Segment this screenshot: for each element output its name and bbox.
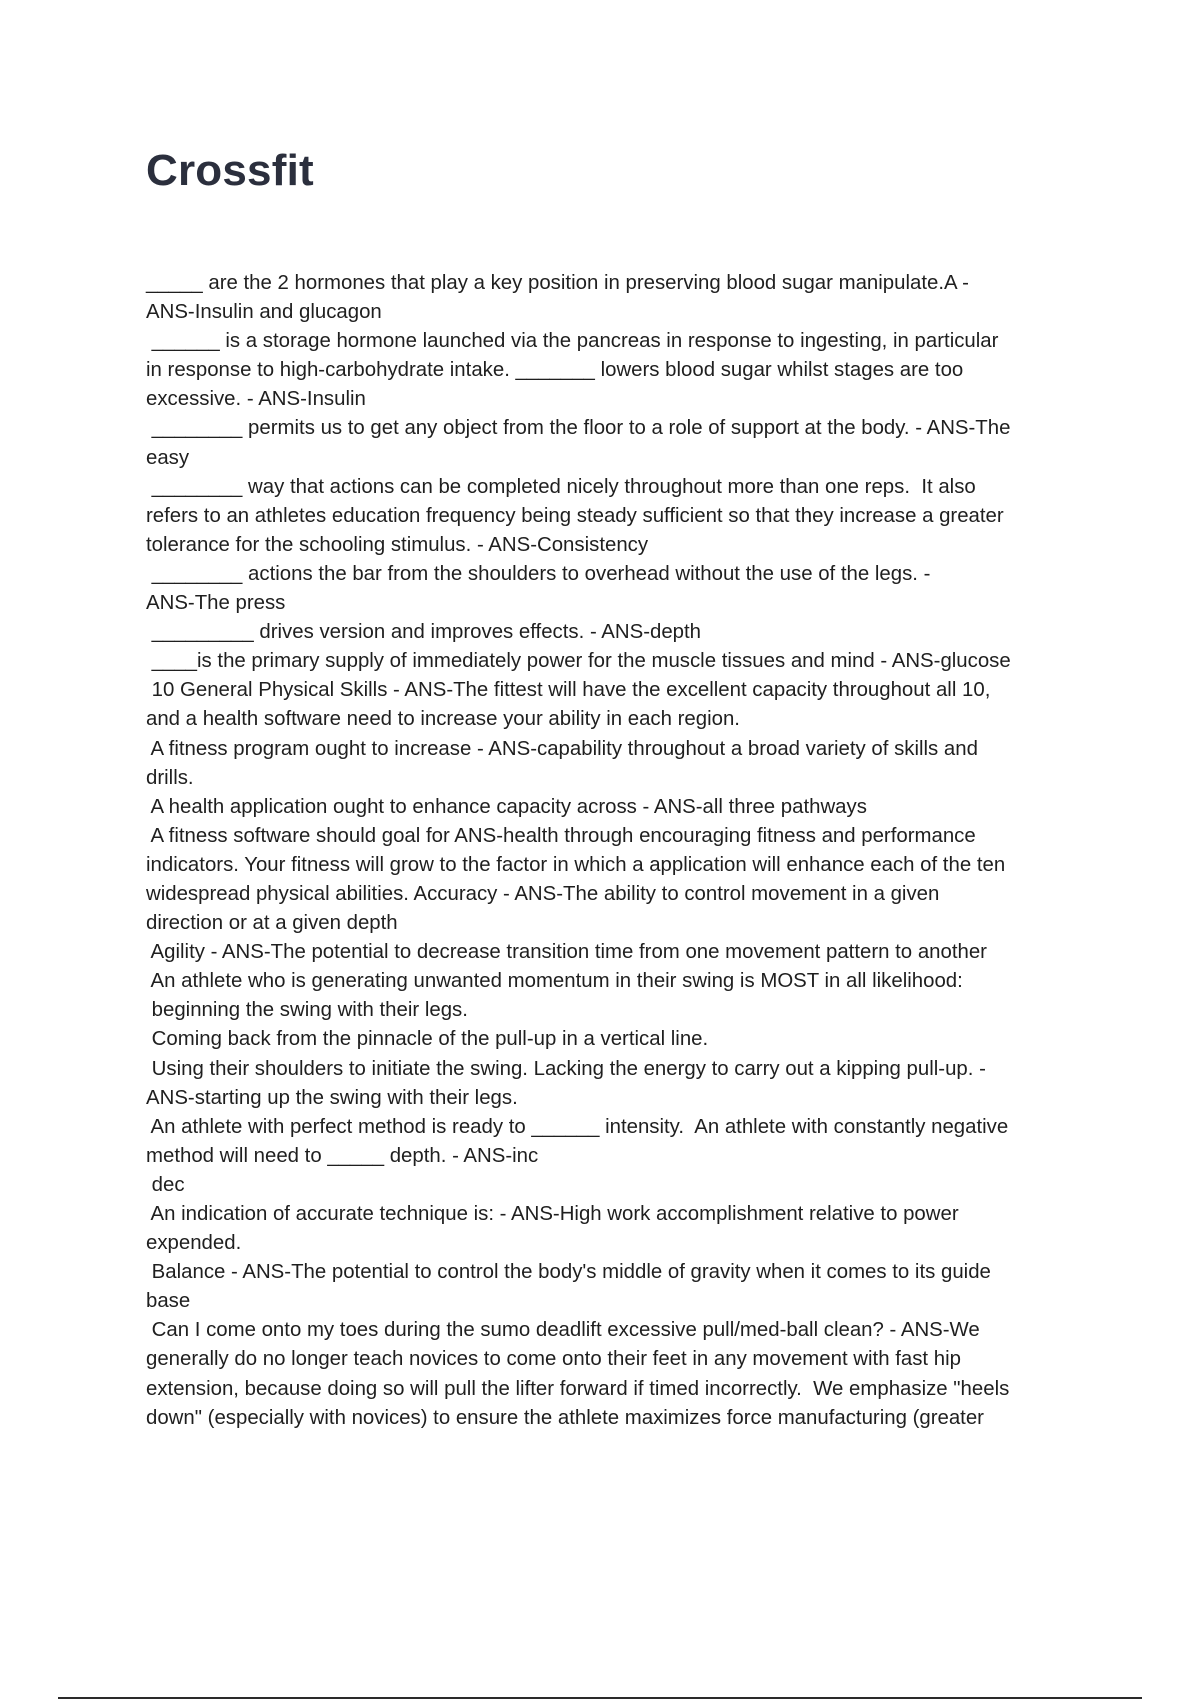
- text-line: ____is the primary supply of immediately power for the muscle tissues and mind - ANS-glucose: [146, 650, 1011, 673]
- text-line: _________ drives version and improves effects. - ANS-depth: [146, 621, 702, 644]
- text-line: A fitness program ought to increase - ANS-capability throughout a broad variety of skills and: [146, 737, 978, 760]
- text-line: easy: [146, 446, 190, 469]
- text-line: direction or at a given depth: [146, 912, 398, 935]
- text-line: refers to an athletes education frequency being steady sufficient so that they increase a greater: [146, 504, 1004, 527]
- text-line: indicators. Your fitness will grow to the factor in which a application will enhance each of the ten: [146, 853, 1006, 876]
- text-line: ______ is a storage hormone launched via the pancreas in response to ingesting, in particular: [146, 330, 999, 353]
- text-line: widespread physical abilities. Accuracy - ANS-The ability to control movement in a given: [146, 882, 940, 905]
- document-body: [146, 269, 1096, 1433]
- text-line: generally do no longer teach novices to come onto their feet in any movement with fast hip: [146, 1348, 961, 1371]
- text-line: Can I come onto my toes during the sumo deadlift excessive pull/med-ball clean? - ANS-We: [146, 1319, 980, 1342]
- text-line: _____ are the 2 hormones that play a key position in preserving blood sugar manipulate.A -: [146, 272, 969, 294]
- text-line: Agility - ANS-The potential to decrease transition time from one movement pattern to another: [146, 941, 987, 964]
- text-line: 10 General Physical Skills - ANS-The fittest will have the excellent capacity throughout all 10,: [146, 679, 991, 702]
- text-line: in response to high-carbohydrate intake. _______ lowers blood sugar whilst stages are too: [146, 359, 964, 382]
- text-line: ________ way that actions can be completed nicely throughout more than one reps. It also: [146, 475, 976, 498]
- text-line: dec: [146, 1173, 185, 1196]
- text-line: base: [146, 1290, 191, 1313]
- text-line: An athlete who is generating unwanted momentum in their swing is MOST in all likelihood:: [146, 970, 963, 993]
- text-line: An athlete with perfect method is ready to ______ intensity. An athlete with constantly negative: [146, 1115, 1009, 1138]
- text-line: ANS-starting up the swing with their legs.: [146, 1086, 518, 1109]
- text-line: down" (especially with novices) to ensure the athlete maximizes force manufacturing (greater: [146, 1406, 984, 1429]
- text-line: expended.: [146, 1232, 242, 1255]
- text-line: beginning the swing with their legs.: [146, 999, 468, 1022]
- text-line: ________ permits us to get any object from the floor to a role of support at the body. - ANS-The: [146, 417, 1011, 440]
- text-line: A fitness software should goal for ANS-health through encouraging fitness and performance: [146, 824, 976, 847]
- text-line: extension, because doing so will pull the lifter forward if timed incorrectly. We emphasize "heels: [146, 1377, 1010, 1400]
- text-line: Coming back from the pinnacle of the pull-up in a vertical line.: [146, 1028, 709, 1051]
- text-line: method will need to _____ depth. - ANS-inc: [146, 1144, 539, 1167]
- text-line: tolerance for the schooling stimulus. - ANS-Consistency: [146, 533, 649, 556]
- text-line: Balance - ANS-The potential to control the body's middle of gravity when it comes to its guide: [146, 1261, 991, 1284]
- text-line: A health application ought to enhance capacity across - ANS-all three pathways: [146, 795, 867, 818]
- text-line: and a health software need to increase your ability in each region.: [146, 708, 740, 731]
- page-title: Crossfit: [146, 146, 314, 195]
- footer-divider: [58, 1697, 1142, 1699]
- text-line: ANS-The press: [146, 592, 286, 615]
- text-line: Using their shoulders to initiate the swing. Lacking the energy to carry out a kipping pull-up. -: [146, 1057, 986, 1080]
- text-line: An indication of accurate technique is: - ANS-High work accomplishment relative to power: [146, 1203, 959, 1225]
- text-line: excessive. - ANS-Insulin: [146, 388, 366, 411]
- text-line: ANS-Insulin and glucagon: [146, 301, 382, 324]
- text-line: ________ actions the bar from the shoulders to overhead without the use of the legs. -: [146, 562, 931, 585]
- text-line: drills.: [146, 766, 194, 789]
